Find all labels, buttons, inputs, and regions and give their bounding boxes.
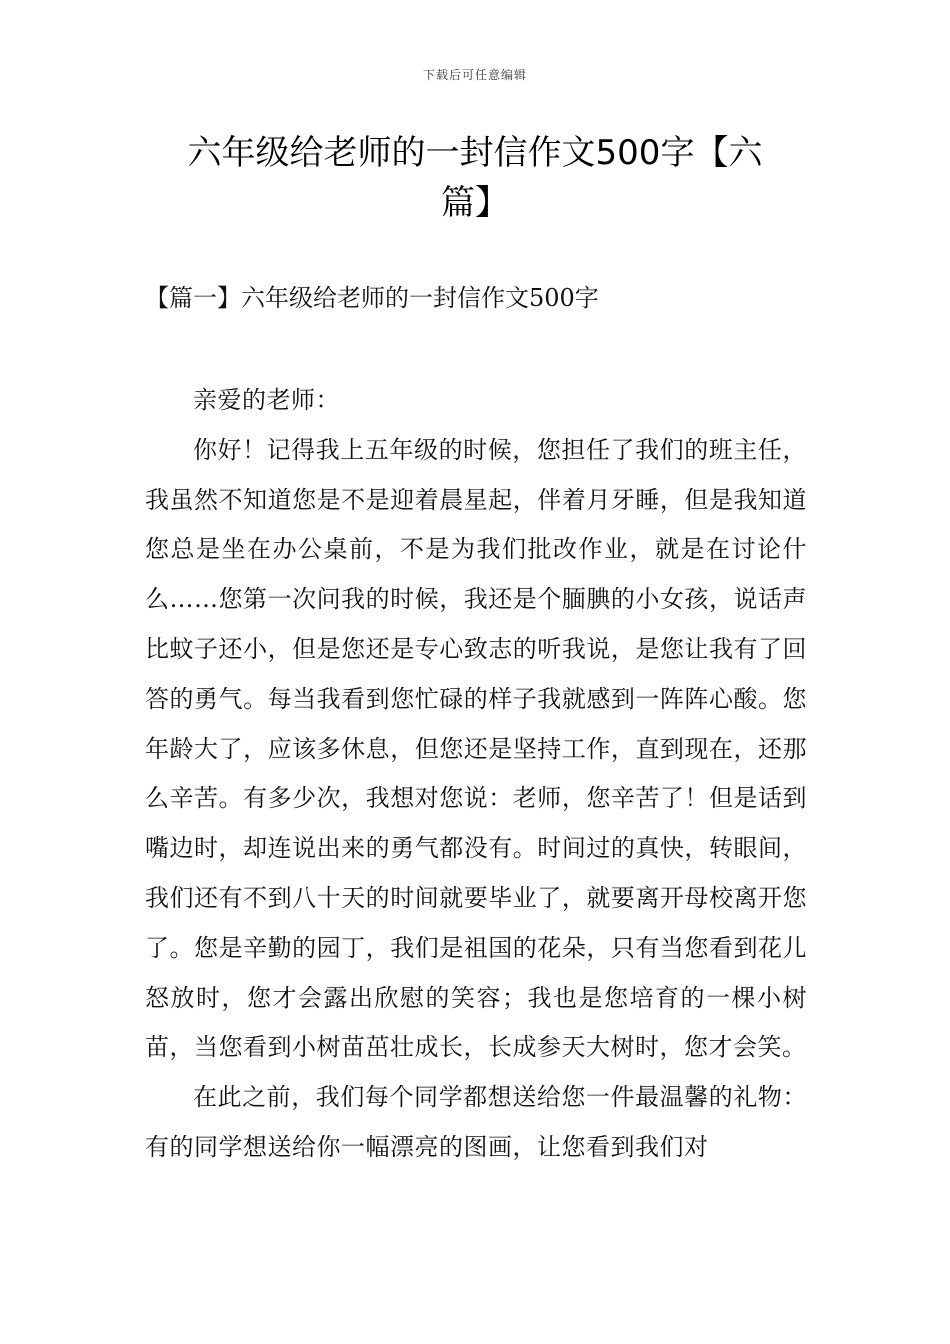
document-title-line1: 六年级给老师的一封信作文500字【六 [187, 133, 763, 173]
document-title-line2: 篇】 [441, 183, 509, 223]
page-header-note: 下载后可任意编辑 [422, 68, 527, 82]
letter-salutation: 亲爱的老师： [193, 386, 340, 414]
letter-paragraph-1: 你好！记得我上五年级的时候，您担任了我们的班主任，我虽然不知道您是不是迎着晨星起，伴着月牙睡，但是我知道您总是坐在办公桌前，不是为我们批改作业，就是在讨论什么……您第一次问我的时候，我还是个腼腆的小女孩，说话声比蚊子还小，但是您还是专心致志的听我说，是您让我有了回答的勇气。每当我看到您忙碌的样子我就感到一阵阵心酸。您年龄大了，应该多休息，但您还是坚持工作，直到现在，还那么辛苦。有多少次，我想对您说：老师，您辛苦了！但是话到嘴边时，却连说出来的勇气都没有。时间过的真快，转眼间，我们还有不到八十天的时间就要毕业了，就要离开母校离开您了。您是辛勤的园丁，我们是祖国的花朵，只有当您看到花儿怒放时，您才会露出欣慰的笑容；我也是您培育的一棵小树苗，当您看到小树苗茁壮成长，长成参天大树时，您才会笑。 [145, 435, 807, 1062]
document-title [145, 128, 805, 228]
letter-paragraph-2: 在此之前，我们每个同学都想送给您一件最温馨的礼物：有的同学想送给你一幅漂亮的图画，让您看到我们对 [145, 1083, 807, 1161]
letter-body [145, 376, 807, 1173]
section-heading: 【篇一】六年级给老师的一封信作文500字 [145, 284, 599, 312]
